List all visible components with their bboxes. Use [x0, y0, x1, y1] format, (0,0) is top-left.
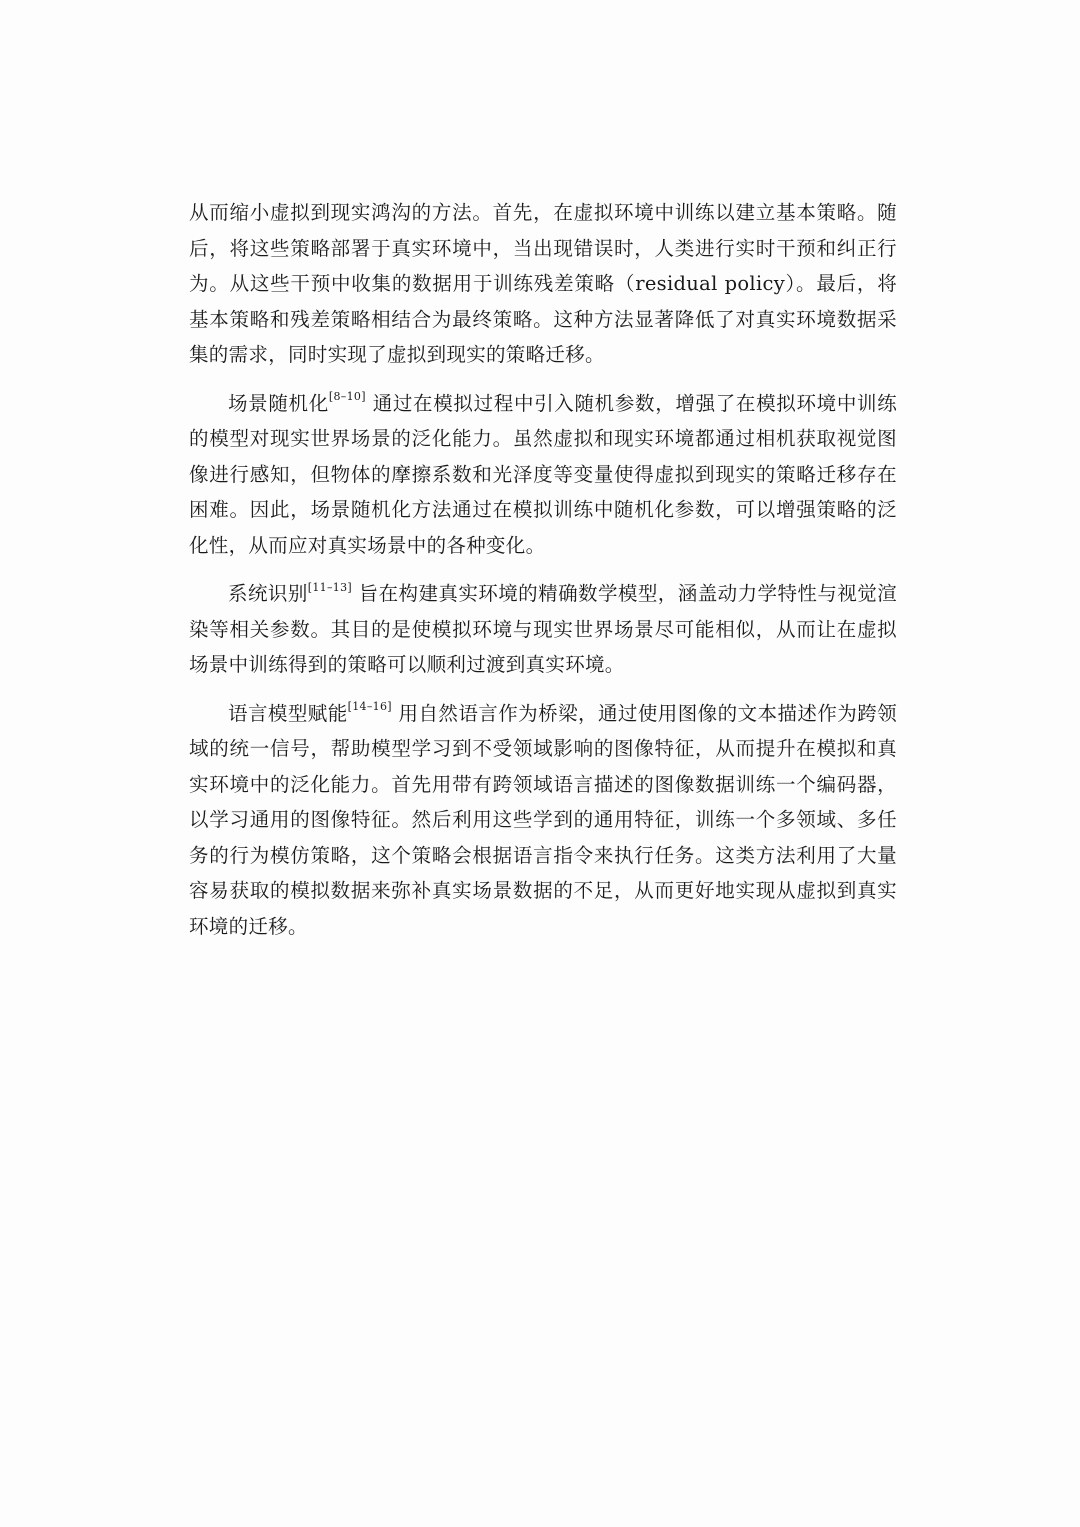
paragraph-text: 用自然语言作为桥梁，通过使用图像的文本描述作为跨领域的统一信号，帮助模型学习到不受领域影响的图像特征，从而提升在模拟和真实环境中的泛化能力。首先用带有跨领域语言描述的图像数据训练一个编码器，以学习通用的图像特征。然后利用这些学到的通用特征，训练一个多领域、多任务的行为模仿策略，这个策略会根据语言指令来执行任务。这类方法利用了大量容易获取的模拟数据来弥补真实场景数据的不足，从而更好地实现从虚拟到真实环境的迁移。	[189, 701, 897, 938]
citation-ref[interactable]: [11–13]	[307, 580, 352, 594]
paragraph-text: 旨在构建真实环境的精确数学模型，涵盖动力学特性与视觉渲染等相关参数。其目的是使模拟环境与现实世界场景尽可能相似，从而让在虚拟场景中训练得到的策略可以顺利过渡到真实环境。	[189, 582, 897, 676]
paragraph-term: 语言模型赋能	[228, 701, 348, 725]
paragraph-text: 通过在模拟过程中引入随机参数，增强了在模拟环境中训练的模型对现实世界场景的泛化能力。虽然虚拟和现实环境都通过相机获取视觉图像进行感知，但物体的摩擦系数和光泽度等变量使得虚拟到现实的策略迁移存在困难。因此，场景随机化方法通过在模拟训练中随机化参数，可以增强策略的泛化性，从而应对真实场景中的各种变化。	[189, 391, 897, 557]
citation-ref[interactable]: [14–16]	[347, 700, 392, 713]
paragraph-system-identification	[189, 576, 897, 683]
paragraph-sim-to-real-residual	[189, 195, 897, 373]
paragraph-language-model-empowerment	[189, 696, 897, 945]
paragraph-term: 场景随机化	[228, 391, 329, 415]
paragraph-scene-randomization	[189, 386, 897, 564]
citation-ref[interactable]: [8–10]	[328, 390, 366, 403]
paragraph-text: 从而缩小虚拟到现实鸿沟的方法。首先，在虚拟环境中训练以建立基本策略。随后，将这些策略部署于真实环境中，当出现错误时，人类进行实时干预和纠正行为。从这些干预中收集的数据用于训练残差策略（residual policy）。最后，将基本策略和残差策略相结合为最终策略。这种方法显著降低了对真实环境数据采集的需求，同时实现了虚拟到现实的策略迁移。	[189, 201, 897, 366]
paragraph-term: 系统识别	[228, 582, 308, 605]
body-text	[189, 195, 897, 957]
